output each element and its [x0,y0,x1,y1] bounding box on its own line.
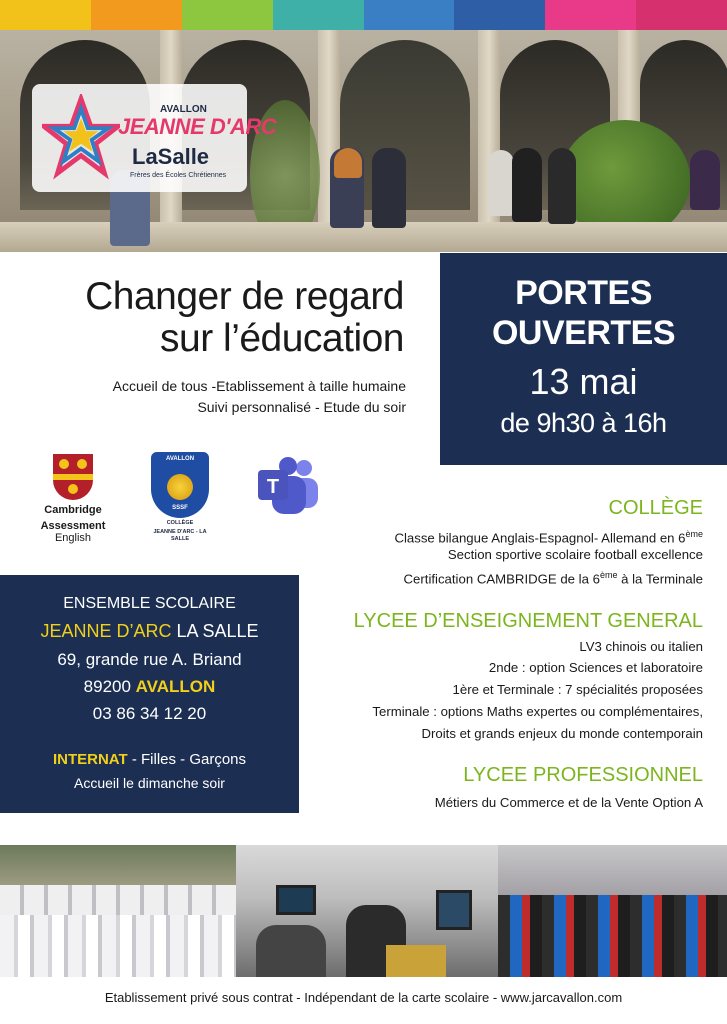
cambridge-text3: English [54,532,92,544]
address-box [0,575,299,813]
school-logo [32,84,277,192]
lycee-general-line: LV3 chinois ou italien [579,639,703,654]
svg-text:T: T [266,476,280,498]
address-phone: 03 86 34 12 20 [92,704,207,723]
lycee-general-line: Terminale : options Maths expertes ou complémentaires, [372,704,703,719]
logo-lasalle: LaSalle [132,144,210,169]
lycee-general-title: LYCEE D’ENSEIGNEMENT GENERAL [353,610,703,632]
po-line2: OUVERTES [491,314,676,352]
hero-photo [0,30,727,252]
address-internat: INTERNAT - Filles - Garçons [52,751,247,768]
photo-students-group [0,845,236,977]
headline [20,276,404,360]
address-city-line: 89200 AVALLON [83,677,216,696]
footer-text: Etablissement privé sous contrat - Indépendant de la carte scolaire - www.jarcavallon.com [104,990,623,1005]
address-school-name: JEANNE D’ARC LA SALLE [40,621,259,641]
portes-ouvertes-title [440,273,727,353]
color-strip [0,0,727,30]
strip-orange [91,0,182,30]
cambridge-text2: Assessment [40,520,106,532]
ssf-sub-text: SSSF [172,505,188,511]
photo-computer-room [236,845,498,977]
portes-ouvertes-box [440,253,727,465]
ssf-top-text: AVALLON [165,456,195,462]
subtext [30,376,406,418]
strip-magenta [636,0,727,30]
ssf-college1: COLLÈGE [166,520,194,526]
lycee-general-line: Droits et grands enjeux du monde contemporain [421,726,703,741]
strip-teal [273,0,364,30]
lycee-general-line: 2nde : option Sciences et laboratoire [488,660,703,675]
address-street: 69, grande rue A. Briand [57,650,242,669]
cambridge-shield-icon [53,454,93,500]
logo-jeanne-darc: JEANNE D'ARC [118,114,277,139]
strip-pink [545,0,636,30]
microsoft-teams-icon [256,456,322,516]
headline-line1: Changer de regard [85,275,404,318]
college-title: COLLÈGE [608,497,703,519]
strip-yellow [0,0,91,30]
po-line1: PORTES [515,274,652,312]
po-hours: de 9h30 à 16h [500,408,667,438]
ssf-college2: JEANNE D'ARC - LA SALLE [153,529,207,542]
lycee-pro-line1: Métiers du Commerce et de la Vente Option A [434,795,703,810]
strip-darkblue [454,0,545,30]
cambridge-logo [38,454,108,546]
logo-freres: Frères des Écoles Chrétiennes [130,172,227,179]
headline-line2: sur l’éducation [160,317,404,360]
college-football-logo [148,452,212,544]
strip-green [182,0,273,30]
po-date: 13 mai [529,361,638,402]
college-line2: Section sportive scolaire football excellence [447,547,703,562]
lycee-general-line: 1ère et Terminale : 7 spécialités proposées [452,682,703,697]
address-ensemble: ENSEMBLE SCOLAIRE [63,595,236,612]
lycee-pro-title: LYCEE PROFESSIONNEL [463,764,703,786]
cambridge-text1: Cambridge [44,504,102,516]
strip-blue [364,0,455,30]
football-icon [165,472,195,502]
football-shield-icon [151,452,209,518]
subtext-line2: Suivi personnalisé - Etude du soir [197,399,406,415]
star-logo-icon [42,94,120,180]
photo-sports-hall [498,845,727,977]
college-line1: Classe bilangue Anglais-Espagnol- Allemand en 6ème [394,529,703,546]
college-line3: Certification CAMBRIDGE de la 6ème à la Terminale [403,570,703,587]
logo-avallon: AVALLON [160,104,207,115]
address-accueil: Accueil le dimanche soir [74,775,225,791]
subtext-line1: Accueil de tous -Etablissement à taille humaine [112,378,406,394]
